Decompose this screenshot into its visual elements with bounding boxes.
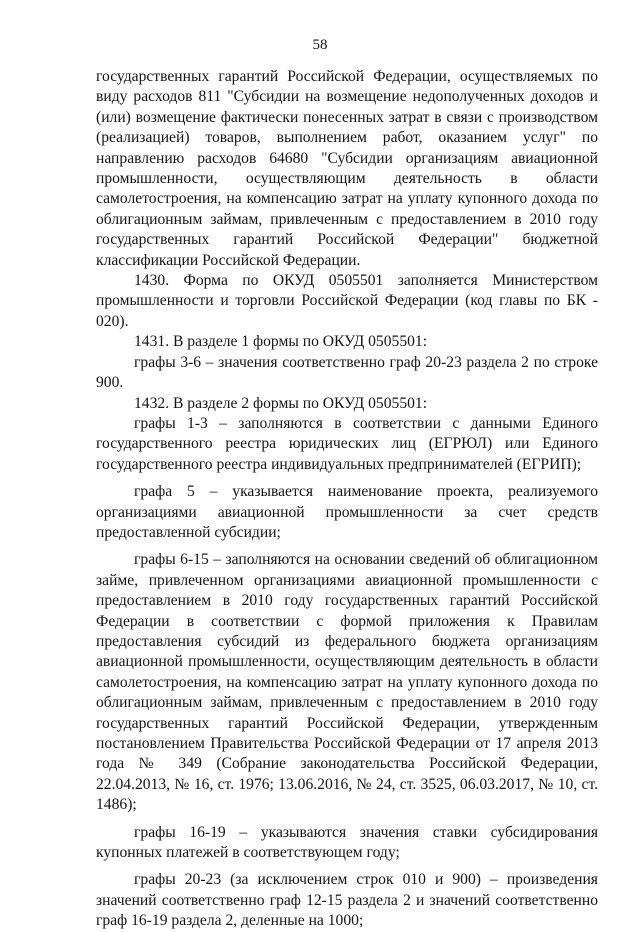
paragraph-1430: 1430. Форма по ОКУД 0505501 заполняется Министерством промышленности и торговли Российской Федерации (код главы по БК - 020). [96, 272, 598, 330]
page-number: 58 [312, 37, 328, 53]
paragraph-columns-3-6: графы 3-6 – значения соответственно граф 20-23 раздела 2 по строке 900. [96, 353, 598, 392]
paragraph-continuation: государственных гарантий Российской Федерации, осуществляемых по виду расходов 811 "Субсидии на возмещение недополученных доходов и (или) возмещение фактически понесенных затрат в связи с производством (реализацией) товаров, выполнением работ, оказанием услуг" по направлению расходов 64680 "Субсидии организациям авиационной промышленности, осуществляющим деятельность в области самолетостроения, на компенсацию затрат на уплату купонного дохода по облигационным займам, привлеченным с предоставлением в 2010 году государственных гарантий Российской Федерации" бюджетной классификации Российской Федерации. [96, 68, 598, 269]
paragraph-column-5: графа 5 – указывается наименование проекта, реализуемого организациями авиационной промышленности за счет средств предоставленной субсидии; [96, 483, 598, 541]
paragraph-columns-16-19: графы 16-19 – указываются значения ставки субсидирования купонных платежей в соответствующем году; [96, 823, 598, 862]
paragraph-columns-20-23: графы 20-23 (за исключением строк 010 и 900) – произведения значений соответственно граф 12-15 раздела 2 и значений соответственно граф 16-19 раздела 2, деленные на 1000; [96, 871, 598, 930]
paragraph-1431: 1431. В разделе 1 формы по ОКУД 0505501: [134, 333, 428, 351]
paragraph-columns-1-3: графы 1-3 – заполняются в соответствии с данными Единого государственного реестра юридических лиц (ЕГРЮЛ) или Единого государственного реестра индивидуальных предпринимателей (ЕГРИП); [96, 414, 598, 473]
paragraph-1432: 1432. В разделе 2 формы по ОКУД 0505501: [134, 394, 428, 412]
paragraph-columns-6-15: графы 6-15 – заполняются на основании сведений об облигационном займе, привлеченном организациями авиационной промышленности с предоставлением в 2010 году государственных гарантий Российской Федерации в соответствии с формой приложения к Правилам предоставления субсидий из федерального бюджета организациям авиационной промышленности, осуществляющим деятельность в области самолетостроения, на компенсацию затрат на уплату купонного дохода по облигационным займам, привлеченным с предоставлением в 2010 году государственных гарантий Российской Федерации, утвержденным постановлением Правительства Российской Федерации от 17 апреля 2013 года № 349 (Собрание законодательства Российской Федерации, 22.04.2013, № 16, ст. 1976; 13.06.2016, № 24, ст. 3525, 06.03.2017, № 10, ст. 1486); [96, 551, 598, 814]
document-body [96, 67, 598, 932]
